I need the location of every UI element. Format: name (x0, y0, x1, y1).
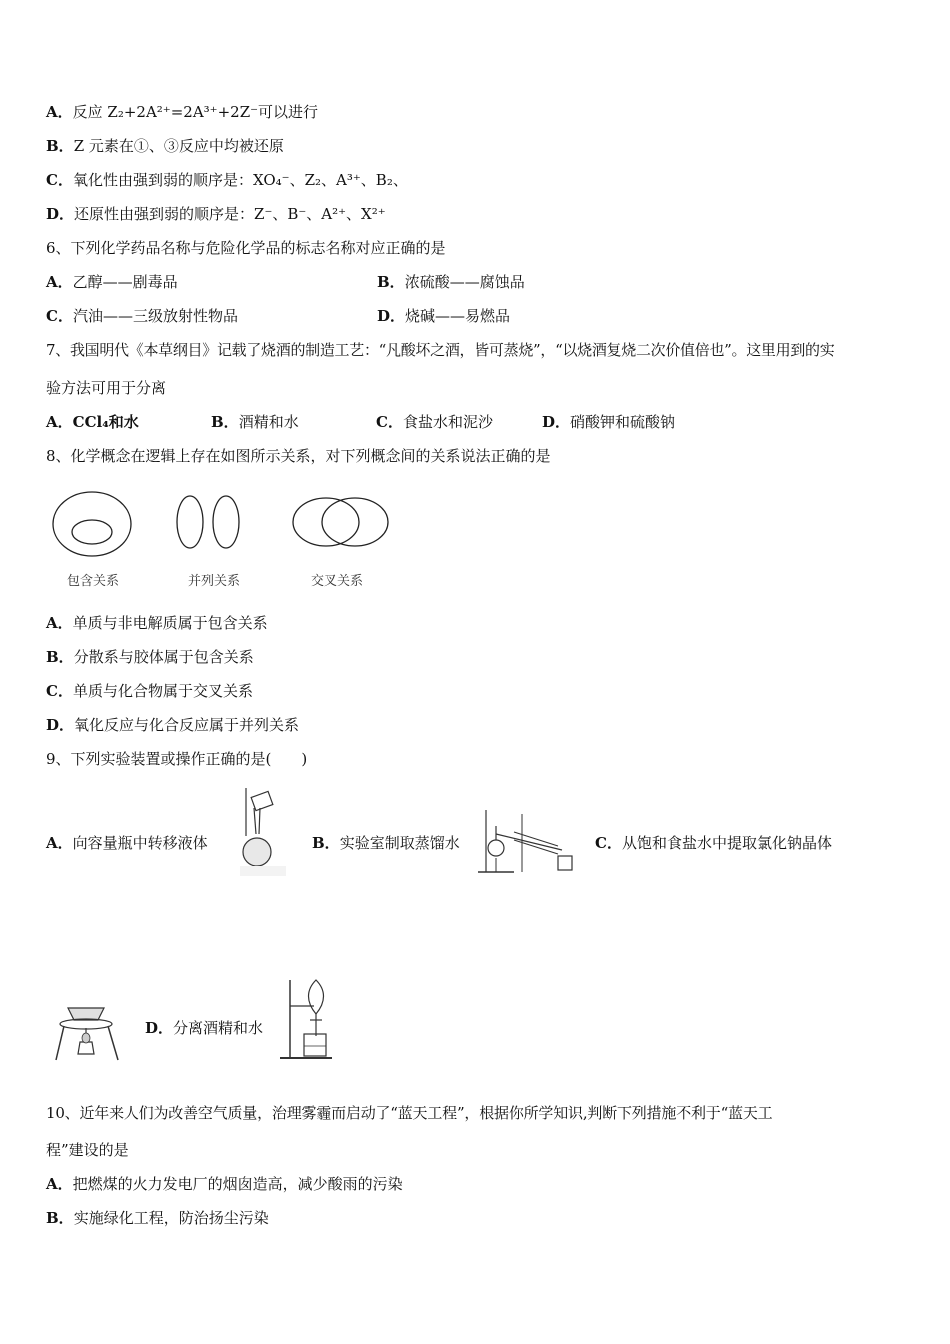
intersect-left-circle (293, 498, 359, 546)
option-text: 烧碱——易燃品 (405, 307, 511, 325)
separatory-funnel-image (276, 976, 336, 1064)
q8-option-a (46, 613, 268, 633)
q8-option-c (46, 681, 253, 701)
volumetric-flask-transfer-image (226, 786, 286, 878)
parallel-left-ellipse (177, 496, 203, 548)
option-letter: B． (46, 137, 74, 155)
option-text: 食盐水和泥沙 (402, 413, 493, 431)
option-letter: D． (46, 205, 75, 223)
q6-option-b (377, 272, 525, 292)
option-letter: C． (595, 834, 622, 852)
evaporation-apparatus-image (52, 994, 122, 1066)
concept-relation-diagram (46, 486, 406, 566)
diagram-label-intersect: 交叉关系 (311, 574, 364, 589)
q5-option-b (46, 136, 284, 156)
q8-option-d (46, 715, 299, 735)
q6-stem: 6、下列化学药品名称与危险化学品的标志名称对应正确的是 (46, 239, 446, 257)
option-text: 还原性由强到弱的顺序是：Z⁻、B⁻、A²⁺、X²⁺ (74, 205, 386, 223)
distillation-apparatus-image (474, 806, 578, 878)
containment-inner-circle (72, 520, 112, 544)
q6-option-d (377, 306, 510, 326)
q8-stem: 8、化学概念在逻辑上存在如图所示关系，对下列概念间的关系说法正确的是 (46, 447, 551, 465)
option-letter: C． (46, 682, 73, 700)
q7-stem-line1: 7、我国明代《本草纲目》记载了烧酒的制造工艺：“凡酸坏之酒，皆可蒸烧”，“以烧酒复烧二次价值倍也”。这里用到的实 (46, 341, 835, 359)
option-text: 从饱和食盐水中提取氯化钠晶体 (621, 834, 832, 852)
q10-option-b (46, 1208, 269, 1228)
option-text: 把燃煤的火力发电厂的烟囱造高，减少酸雨的污染 (72, 1175, 403, 1193)
option-letter: C． (46, 307, 73, 325)
option-text: 分散系与胶体属于包含关系 (73, 648, 254, 666)
option-letter: D． (377, 307, 406, 325)
option-letter: B． (211, 413, 239, 431)
option-text: 浓硫酸——腐蚀品 (404, 273, 525, 291)
option-letter: A． (46, 273, 73, 291)
option-letter: D． (46, 716, 75, 734)
q10-option-a (46, 1174, 403, 1194)
option-letter: B． (377, 273, 405, 291)
option-text: 实验室制取蒸馏水 (339, 834, 460, 852)
option-text: 氧化性由强到弱的顺序是：XO₄⁻、Z₂、A³⁺、B₂、 (72, 171, 408, 189)
diagram-label-containment: 包含关系 (67, 574, 120, 589)
option-text: 反应 Z₂+2A²⁺=2A³⁺+2Z⁻可以进行 (72, 103, 319, 121)
q9-option-c (595, 833, 832, 853)
q5-option-c (46, 170, 408, 190)
q9-option-a (46, 833, 208, 853)
option-text: 硝酸钾和硫酸钠 (570, 413, 676, 431)
q9-option-d (145, 1018, 263, 1038)
q5-option-a (46, 102, 318, 122)
q10-stem-line1: 10、近年来人们为改善空气质量，治理雾霾而启动了“蓝天工程”，根据你所学知识,判断下列措施不利于“蓝天工 (46, 1104, 773, 1122)
option-letter: B． (312, 834, 340, 852)
option-letter: C． (376, 413, 403, 431)
option-letter: C． (46, 171, 73, 189)
option-text: 单质与化合物属于交叉关系 (72, 682, 253, 700)
option-text: 单质与非电解质属于包含关系 (72, 614, 268, 632)
q6-option-a (46, 272, 178, 292)
intersect-right-circle (322, 498, 388, 546)
option-text: Z 元素在①、③反应中均被还原 (73, 137, 284, 155)
option-letter: A． (46, 614, 73, 632)
option-letter: D． (542, 413, 571, 431)
q9-stem: 9、下列实验装置或操作正确的是( ) (46, 750, 308, 768)
q10-stem-line2: 程”建设的是 (46, 1141, 129, 1159)
q7-option-c (376, 412, 493, 432)
q9-option-b (312, 833, 460, 853)
q6-option-c (46, 306, 238, 326)
q8-option-b (46, 647, 254, 667)
q7-stem-line2: 验方法可用于分离 (46, 379, 167, 397)
option-text: CCl₄和水 (72, 413, 139, 431)
q7-option-b (211, 412, 299, 432)
q7-option-a (46, 412, 139, 432)
option-text: 氧化反应与化合反应属于并列关系 (74, 716, 300, 734)
option-text: 乙醇——剧毒品 (72, 273, 178, 291)
option-text: 向容量瓶中转移液体 (72, 834, 208, 852)
q7-option-d (542, 412, 675, 432)
containment-outer-circle (53, 492, 131, 556)
option-letter: B． (46, 648, 74, 666)
option-letter: A． (46, 103, 73, 121)
diagram-label-parallel: 并列关系 (188, 574, 241, 589)
option-text: 酒精和水 (238, 413, 299, 431)
option-text: 汽油——三级放射性物品 (72, 307, 238, 325)
option-letter: B． (46, 1209, 74, 1227)
option-letter: A． (46, 413, 73, 431)
q5-option-d (46, 204, 386, 224)
option-text: 分离酒精和水 (173, 1019, 264, 1037)
option-text: 实施绿化工程，防治扬尘污染 (73, 1209, 269, 1227)
option-letter: A． (46, 834, 73, 852)
parallel-right-ellipse (213, 496, 239, 548)
option-letter: D． (145, 1019, 174, 1037)
option-letter: A． (46, 1175, 73, 1193)
